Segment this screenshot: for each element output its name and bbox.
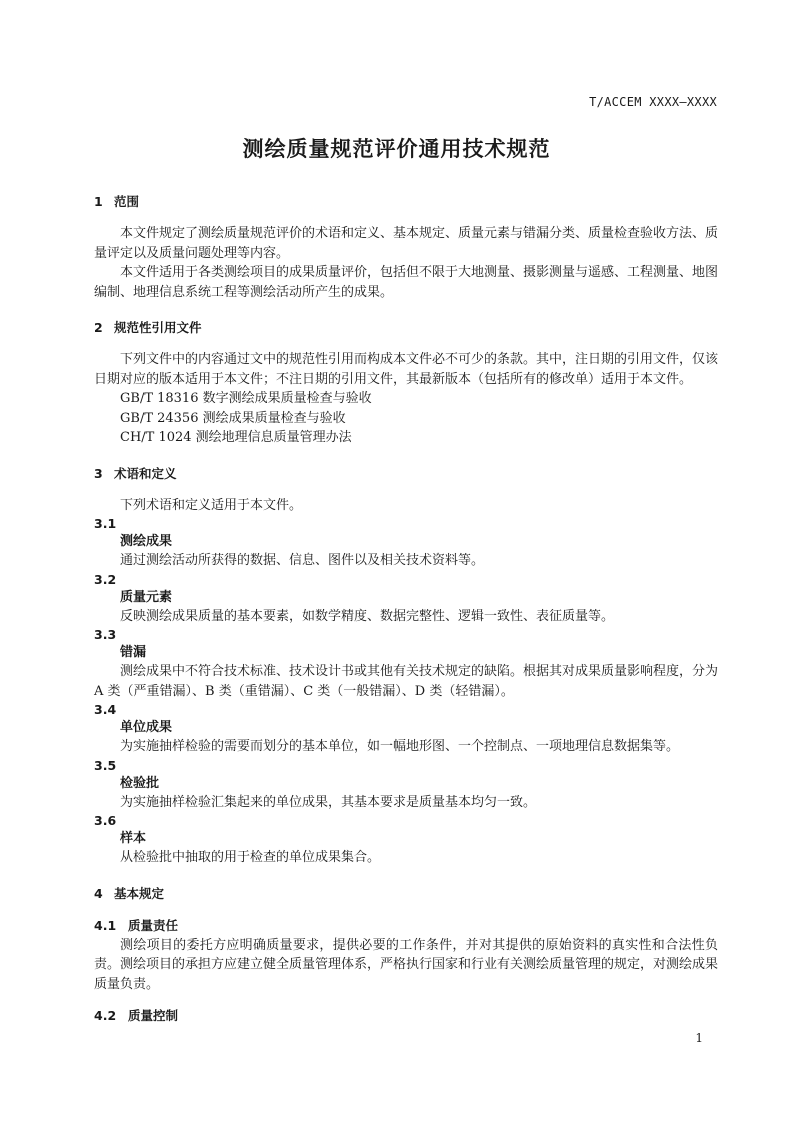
term-number: 3.5 (94, 757, 117, 773)
section-number: 3 (94, 465, 103, 481)
term-definition: 测绘成果中不符合技术标准、技术设计书或其他有关技术规定的缺陷。根据其对成果质量影响程度，分为 A 类（严重错漏）、B 类（重错漏）、C 类（一般错漏）、D 类（轻错漏）。 (94, 664, 719, 699)
term-name: 质量元素 (120, 589, 173, 605)
standard-code: T/ACCEM XXXX—XXXX (589, 95, 717, 109)
term-name: 检验批 (120, 775, 160, 791)
section-title: 规范性引用文件 (114, 320, 202, 335)
term-number: 3.1 (94, 516, 117, 531)
subsection-heading-4-1 (94, 916, 718, 936)
term-definition: 反映测绘成果质量的基本要素，如数学精度、数据完整性、逻辑一致性、表征质量等。 (120, 608, 615, 624)
section-heading-1 (94, 192, 718, 212)
term-definition: 通过测绘活动所获得的数据、信息、图件以及相关技术资料等。 (120, 553, 485, 568)
term-name: 样本 (120, 831, 147, 846)
term-entry (94, 626, 718, 701)
term-name: 单位成果 (120, 720, 173, 735)
subsection-number: 4.2 (94, 1008, 117, 1023)
section-title: 基本规定 (114, 885, 165, 901)
section-number: 4 (94, 885, 103, 901)
paragraph: 测绘项目的委托方应明确质量要求，提供必要的工作条件，并对其提供的原始资料的真实性和合法性负责。测绘项目的承担方应建立健全质量管理体系，严格执行国家和行业有关测绘质量管理的规定，对测绘成果质量负责。 (94, 937, 719, 992)
term-number: 3.2 (94, 571, 117, 587)
section-heading-4 (94, 884, 718, 904)
term-number: 3.4 (94, 702, 117, 717)
subsection-title: 质量控制 (128, 1008, 179, 1023)
subsection-number: 4.1 (94, 917, 117, 933)
term-entry (94, 571, 718, 627)
paragraph: 本文件规定了测绘质量规范评价的术语和定义、基本规定、质量元素与错漏分类、质量检查验收方法、质量评定以及质量问题处理等内容。 (94, 226, 719, 261)
section-title: 术语和定义 (114, 465, 177, 481)
page-number: 1 (695, 1031, 703, 1045)
section-number: 1 (94, 194, 103, 209)
subsection-heading-4-2 (94, 1006, 718, 1026)
document-title: 测绘质量规范评价通用技术规范 (242, 137, 551, 161)
reference-item: GB/T 24356 测绘成果质量检查与验收 (120, 410, 346, 426)
section-number: 2 (94, 320, 103, 335)
term-number: 3.3 (94, 627, 117, 642)
term-entry (94, 515, 718, 571)
section-heading-2 (94, 318, 718, 338)
section-title: 范围 (114, 194, 140, 209)
subsection-title: 质量责任 (128, 917, 179, 933)
paragraph: 下列术语和定义适用于本文件。 (120, 497, 303, 513)
section-heading-3 (94, 464, 718, 484)
term-entry (94, 812, 718, 868)
document-body (94, 192, 718, 1026)
reference-item: GB/T 18316 数字测绘成果质量检查与验收 (120, 391, 372, 406)
reference-item: CH/T 1024 测绘地理信息质量管理办法 (120, 430, 352, 445)
term-definition: 为实施抽样检验汇集起来的单位成果，其基本要求是质量基本均匀一致。 (120, 794, 537, 810)
term-entry (94, 757, 718, 813)
paragraph: 下列文件中的内容通过文中的规范性引用而构成本文件必不可少的条款。其中，注日期的引用文件，仅该日期对应的版本适用于本文件；不注日期的引用文件，其最新版本（包括所有的修改单）适用于本文件。 (94, 352, 719, 387)
term-definition: 从检验批中抽取的用于检查的单位成果集合。 (120, 850, 381, 865)
term-name: 错漏 (120, 645, 147, 660)
term-entry (94, 701, 718, 757)
term-definition: 为实施抽样检验的需要而划分的基本单位，如一幅地形图、一个控制点、一项地理信息数据集等。 (120, 739, 680, 754)
paragraph: 本文件适用于各类测绘项目的成果质量评价，包括但不限于大地测量、摄影测量与遥感、工程测量、地图编制、地理信息系统工程等测绘活动所产生的成果。 (94, 265, 719, 300)
term-name: 测绘成果 (120, 534, 173, 549)
term-number: 3.6 (94, 813, 117, 828)
